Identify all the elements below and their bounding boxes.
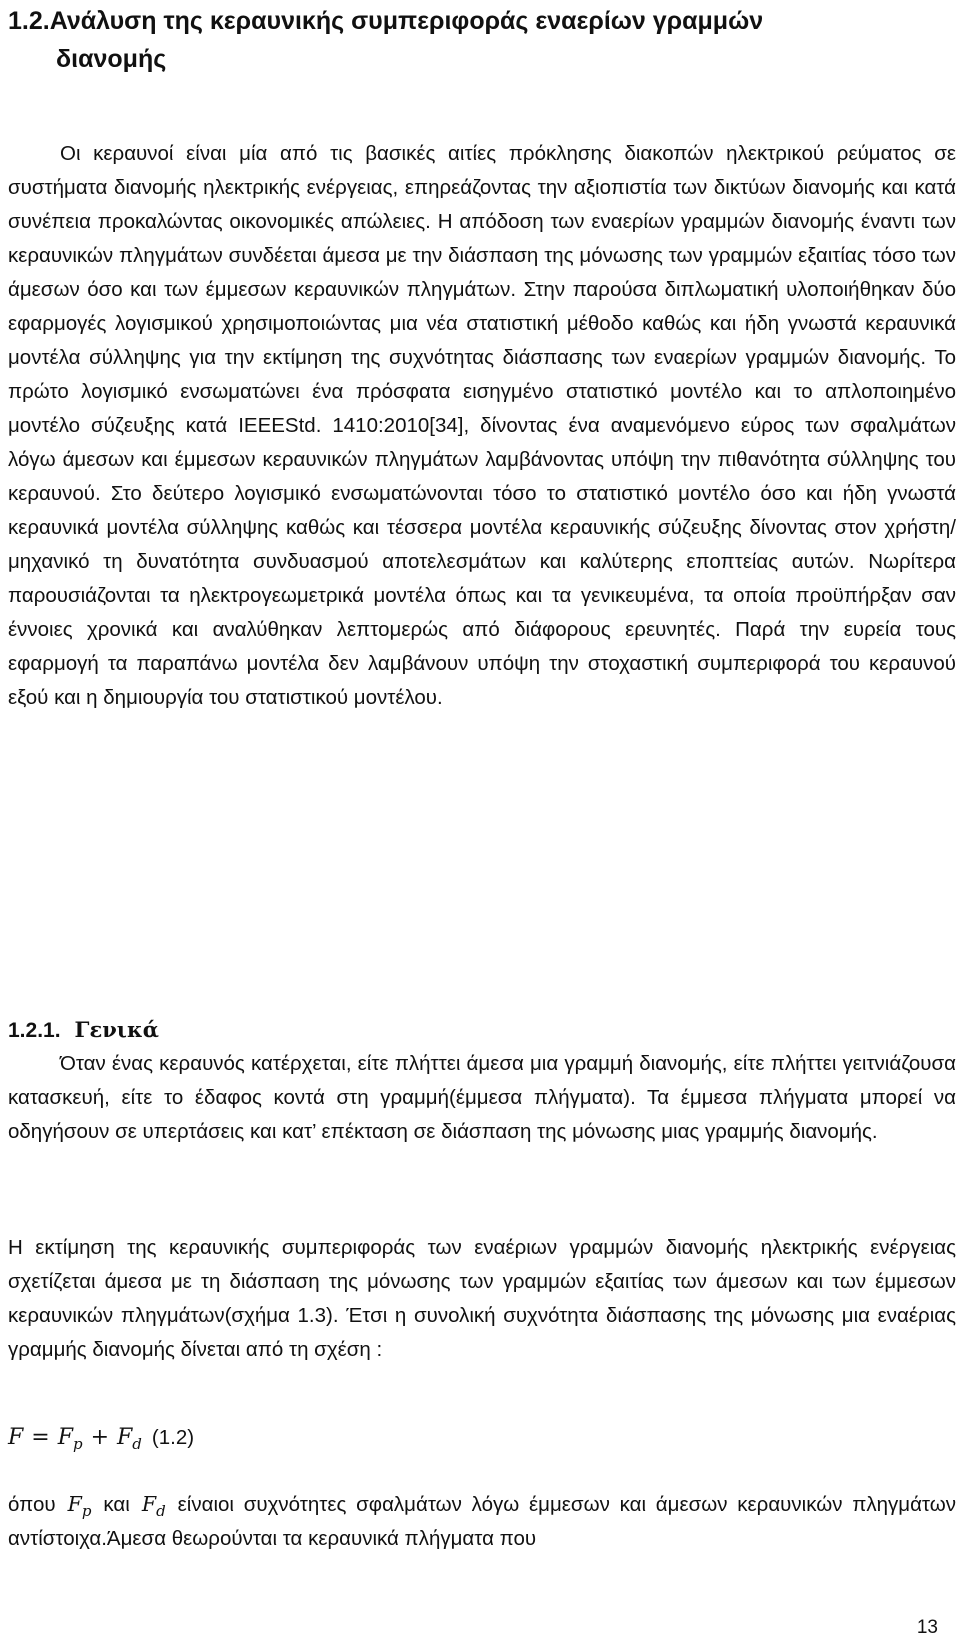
intro-paragraph: Οι κεραυνοί είναι μία από τις βασικές αιτίες πρόκλησης διακοπών ηλεκτρικού ρεύματος σε συστήματα διανομής ηλεκτρικής ενέργειας, επηρεάζοντας την αξιοπιστία των δικτύων διανομής και κατά συνέπεια προκαλώντας οικονομικές απώλειες. Η απόδοση των εναερίων γραμμών διανομής έναντι των κεραυνικών πληγμάτων συνδέεται άμεσα με την διάσπαση της μόνωσης των γραμμών εξαιτίας τόσο των άμεσων όσο και των έμμεσων κεραυνικών πληγμάτων. Στην παρούσα διπλωματική υλοποιήθηκαν δύο εφαρμογές λογισμικού χρησιμοποιώντας μια νέα στατιστική μέθοδο καθώς και ήδη γνωστά κεραυνικά μοντέλα σύλληψης για την εκτίμηση της συχνότητας διάσπασης των εναερίων γραμμών διανομής. Το πρώτο λογισμικό ενσωματώνει ένα πρόσφατα εισηγμένο στατιστικό μοντέλο και το απλοποιημένο μοντέλο σύζευξης κατά IEEEStd. 1410:2010[34], δίνοντας ένα αναμενόμενο εύρος των σφαλμάτων λόγω άμεσων και έμμεσων κεραυνικών πληγμάτων λαμβάνοντας υπόψη την πιθανότητα σύλληψης του κεραυνού. Στο δεύτερο λογισμικό ενσωματώνονται τόσο το στατιστικό μοντέλο όσο και ήδη γνωστά κεραυνικά μοντέλα σύλληψης καθώς και τέσσερα μοντέλα κεραυνικής σύζευξης δίνοντας στον χρήστη/μηχανικό τη δυνατότητα συνδυασμού αποτελεσμάτων και καλύτερης εποπτείας αυτών. Νωρίτερα παρουσιάζονται τα ηλεκτρογεωμετρικά μοντέλα όπως και τα γενικευμένα, τα οποία προϋπήρξαν σαν έννοιες χρονικά και αναλύθηκαν λεπτομερώς από διάφορους ερευνητές. Παρά την ευρεία τους εφαρμογή τα παραπάνω μοντέλα δεν λαμβάνουν υπόψη την στοχαστική συμπεριφορά του κεραυνού εξού και η δημιουργία του στατιστικού μοντέλου. [8,142,956,709]
equation-term-fp [57,1425,83,1453]
equation-1-2 [8,1420,194,1455]
section-title-line-1: Ανάλυση της κεραυνικής συμπεριφοράς εναερίων γραμμών [49,7,764,35]
symbols-description: είναιοι συχνότητες σφαλμάτων λόγω έμμεσων και άμεσων κεραυνικών πληγμάτων αντίστοιχα.Άμεσα θεωρούνται τα κεραυνικά πλήγματα που [8,1493,956,1550]
subsection-title: Γενικά [74,1017,159,1042]
symbol-fd-subscript: d [156,1502,166,1520]
section-title-line-2: διανομής [56,45,167,73]
equation-term-fd-subscript: d [132,1435,142,1453]
section-heading [8,2,938,78]
equation-number: (1.2) [151,1426,195,1449]
estimation-paragraph: Η εκτίμηση της κεραυνικής συμπεριφοράς των εναέριων γραμμών διανομής ηλεκτρικής ενέργειας σχετίζεται άμεσα με τη διάσπαση της μόνωσης των γραμμών εξαιτίας των άμεσων και των έμμεσων κεραυνικών πληγμάτων(σχήμα 1.3). Έτσι η συνολική συχνότητα διάσπασης της μόνωσης μια εναέριας γραμμής διανομής δίνεται από τη σχέση : [8,1236,956,1361]
subsection-heading [8,1015,159,1046]
symbols-and: και [103,1493,130,1516]
symbols-prefix: όπου [8,1493,56,1516]
equation-term-fd-base: F [117,1425,133,1450]
equation-term-fp-base: F [57,1425,73,1450]
symbol-fp [67,1492,92,1520]
symbol-fp-subscript: p [81,1502,92,1520]
section-number: 1.2. [8,7,50,35]
general-paragraph: Όταν ένας κεραυνός κατέρχεται, είτε πλήττει άμεσα μια γραμμή διανομής, είτε πλήττει γειτνιάζουσα κατασκευή, είτε το έδαφος κοντά στη γραμμή(έμμεσα πλήγματα). Τα έμμεσα πλήγματα μπορεί να οδηγήσουν σε υπερτάσεις και κατ’ επέκταση σε διάσπαση της μόνωσης μιας γραμμής διανομής. [8,1052,956,1143]
page-number: 13 [916,1617,938,1638]
equation-lhs: F [8,1425,24,1450]
equation-term-fp-subscript: p [72,1435,83,1453]
symbol-fd [141,1492,166,1520]
equation-plus: + [90,1425,110,1450]
symbols-paragraph [8,1487,956,1556]
equation-equals: = [31,1425,50,1450]
equation-term-fd [117,1425,142,1453]
subsection-number: 1.2.1. [8,1019,61,1042]
symbol-fp-base: F [67,1492,82,1516]
symbol-fd-base: F [141,1492,157,1516]
